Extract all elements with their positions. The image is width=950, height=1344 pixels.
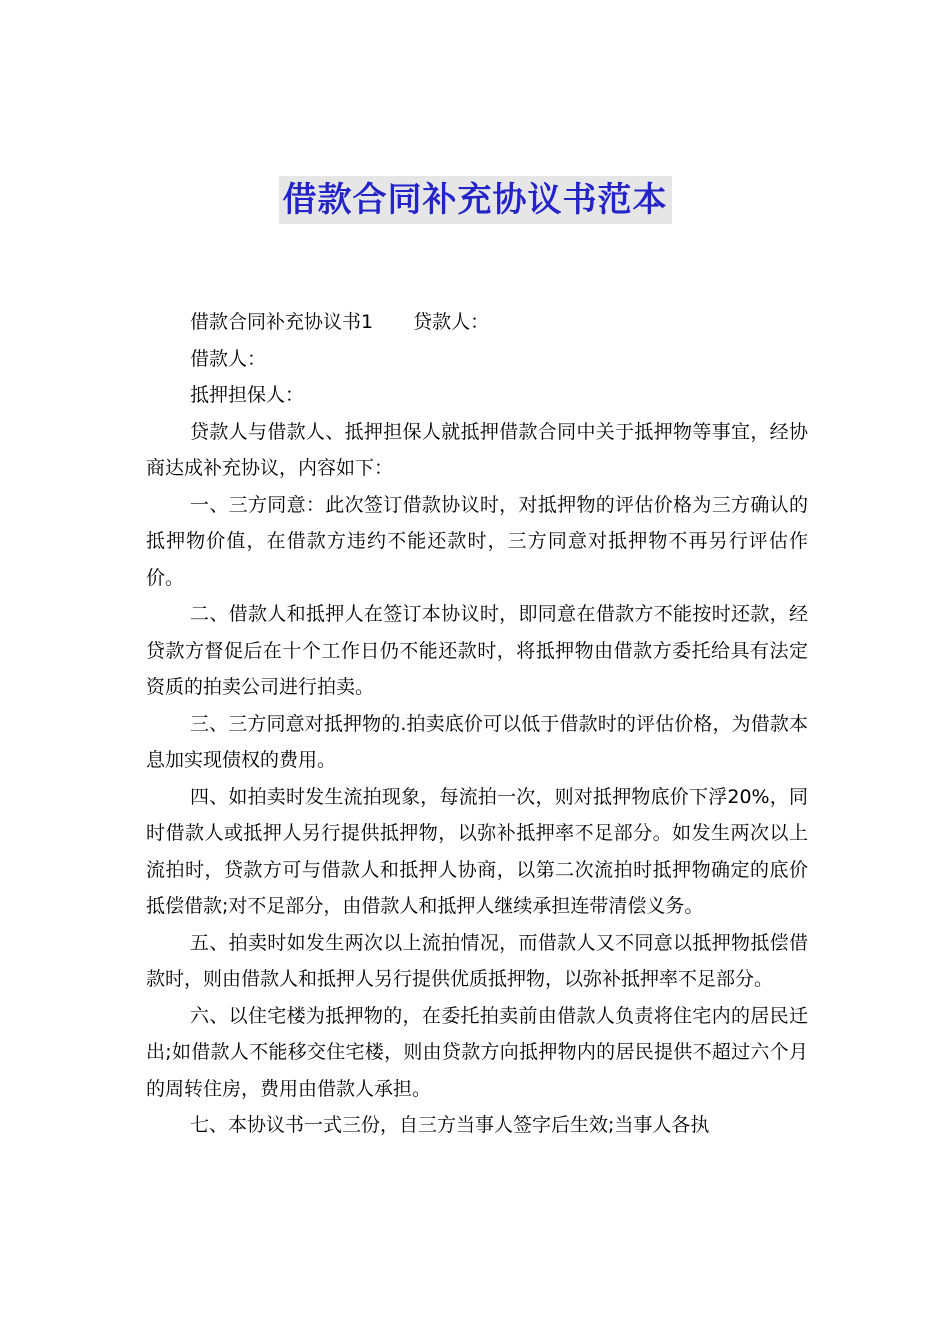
paragraph-clause-4: 四、如拍卖时发生流拍现象，每流拍一次，则对抵押物底价下浮20%，同时借款人或抵押人另行提供抵押物，以弥补抵押率不足部分。如发生两次以上流拍时，贷款方可与借款人和抵押人协商，以第二次流拍时抵押物确定的底价抵偿借款;对不足部分，由借款人和抵押人继续承担连带清偿义务。 [146,785,808,917]
paragraph-borrower: 借款人： [190,347,267,370]
heading-line [146,304,808,341]
agreement-heading: 借款合同补充协议书1 [190,311,374,333]
document-title: 借款合同补充协议书范本 [279,176,672,224]
paragraph-clause-2: 二、借款人和抵押人在签订本协议时，即同意在借款方不能按时还款，经贷款方督促后在十个工作日仍不能还款时，将抵押物由借款方委托给具有法定资质的拍卖公司进行拍卖。 [146,603,808,698]
paragraph-clause-6: 六、以住宅楼为抵押物的，在委托拍卖前由借款人负责将住宅内的居民迁出;如借款人不能移交住宅楼，则由贷款方向抵押物内的居民提供不超过六个月的周转住房，费用由借款人承担。 [146,1004,808,1100]
paragraph-clause-5: 五、拍卖时如发生两次以上流拍情况，而借款人又不同意以抵押物抵偿借款时，则由借款人和抵押人另行提供优质抵押物，以弥补抵押率不足部分。 [146,931,808,990]
paragraph-clause-3: 三、三方同意对抵押物的.拍卖底价可以低于借款时的评估价格，为借款本息加实现债权的费用。 [146,712,808,771]
paragraph-guarantor: 抵押担保人： [190,384,305,406]
title-container [0,176,950,224]
paragraph-intro: 贷款人与借款人、抵押担保人就抵押借款合同中关于抵押物等事宜，经协商达成补充协议，内容如下： [146,420,808,479]
lender-label: 贷款人： [413,311,490,333]
paragraph-clause-7: 七、本协议书一式三份，自三方当事人签字后生效;当事人各执 [190,1114,710,1136]
paragraph-clause-1: 一、三方同意：此次签订借款协议时，对抵押物的评估价格为三方确认的抵押物价值，在借款方违约不能还款时，三方同意对抵押物不再另行评估作价。 [146,493,808,589]
document-body [146,304,808,1144]
